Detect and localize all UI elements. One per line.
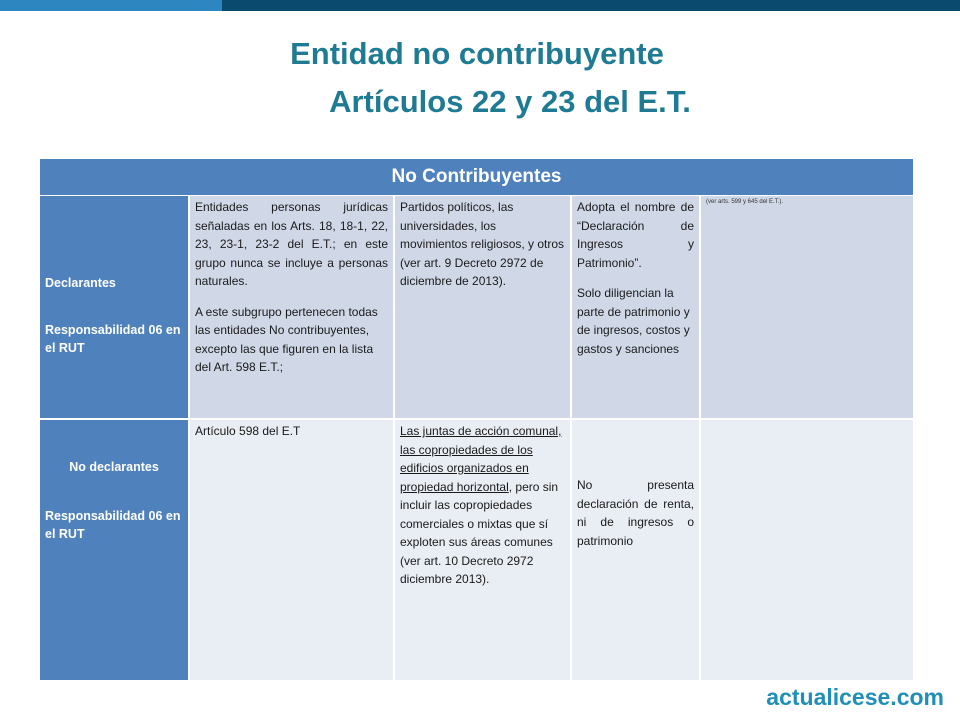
cell-juntas-accion [395,420,570,680]
top-accent-bar-dark [222,0,960,11]
cell-referencias [701,196,913,418]
no-contribuyentes-table [40,159,913,680]
underlined-text: Las juntas de acción comunal, las copropiedades de los edificios organizados en propiedad horizontal [400,424,562,494]
row-header-declarantes [40,196,188,418]
row-header-no-declarantes [40,420,188,680]
cell-text: A este subgrupo pertenecen todas las entidades No contribuyentes, excepto las que figuren en la lista del Art. 598 E.T.; [195,304,378,374]
top-accent-bar-light [0,0,222,11]
cell-text [400,422,565,589]
row-label-declarantes: Declarantes [45,276,116,290]
row-label-responsabilidad: Responsabilidad 06 en el RUT [45,322,181,355]
cell-text-rest: , pero sin incluir las copropiedades comerciales o mixtas que sí exploten sus áreas comunes (ver art. 10 Decreto 2972 diciembre 2013). [400,479,559,586]
cell-text: Solo diligencian la parte de patrimonio y de ingresos, costos y gastos y sanciones [577,286,690,356]
cell-text: Adopta el nombre de “Declaración de Ingresos y Patrimonio”. [577,200,694,270]
slide-title-line2: Artículos 22 y 23 del E.T. [329,84,691,119]
cell-articulo-598 [190,420,393,680]
cell-entidades [190,196,393,418]
row-label-no-declarantes: No declarantes [69,460,159,474]
brand-logo-text: actualicese.com [766,684,944,710]
cell-text-small: (ver arts. 599 y 645 del E.T.). [706,199,784,205]
row-label-responsabilidad: Responsabilidad 06 en el RUT [45,508,181,541]
cell-text: Entidades personas jurídicas señaladas en los Arts. 18, 18-1, 22, 23, 23-1, 23-2 del E.T.; en este grupo nunca se incluye a personas naturales. [195,200,388,288]
slide-title-line1: Entidad no contribuyente [290,36,664,71]
cell-empty [701,420,913,680]
cell-text: Artículo 598 del E.T [195,424,301,438]
cell-partidos [395,196,570,418]
cell-text: No presenta declaración de renta, ni de ingresos o patrimonio [577,478,694,548]
cell-text: Partidos políticos, las universidades, los movimientos religiosos, y otros (ver art. 9 Decreto 2972 de diciembre de 2013). [400,200,565,288]
cell-no-presenta [572,420,699,680]
cell-declaracion-ingresos [572,196,699,418]
table-header: No Contribuyentes [40,159,913,195]
